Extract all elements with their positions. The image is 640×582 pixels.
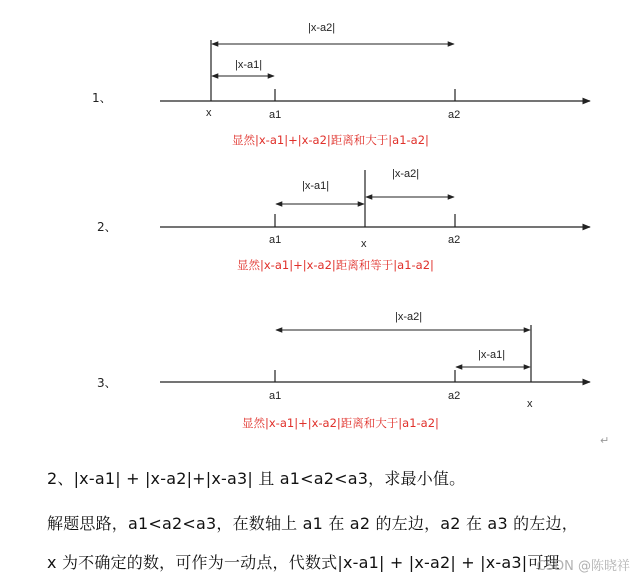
x-label-2: x (361, 238, 367, 250)
a1-label-1: a1 (269, 109, 282, 121)
problem-statement: 2、|x-a1| + |x-a2|+|x-a3| 且 a1<a2<a3，求最小值。 (47, 469, 466, 488)
caption-2: 显然|x-a1|+|x-a2|距离和等于|a1-a2| (237, 258, 434, 272)
distance-label-x-a2-2: |x-a2| (392, 168, 420, 180)
solution-line-1: 解题思路，a1<a2<a3，在数轴上 a1 在 a2 的左边，a2 在 a3 的左边， (47, 514, 578, 533)
x-label-3: x (527, 398, 533, 410)
a2-label-3: a2 (448, 390, 461, 402)
a2-label-2: a2 (448, 234, 461, 246)
watermark: CSDN @陈晓祥 (536, 559, 630, 574)
diagram-2-index: 2、 (97, 220, 117, 234)
paragraph-mark: ↵ (600, 434, 610, 447)
diagram-3-index: 3、 (97, 376, 117, 390)
a1-label-2: a1 (269, 234, 282, 246)
distance-label-inner-3: |x-a1| (478, 349, 506, 361)
a2-label-1: a2 (448, 109, 461, 121)
distance-label-x-a1-2: |x-a1| (302, 180, 330, 192)
caption-1: 显然|x-a1|+|x-a2|距离和大于|a1-a2| (232, 133, 429, 147)
x-label-1: x (206, 107, 212, 119)
diagram-2 (97, 168, 590, 272)
diagram-1-index: 1、 (92, 91, 112, 105)
caption-3: 显然|x-a1|+|x-a2|距离和大于|a1-a2| (242, 416, 439, 430)
distance-label-x-a1-1: |x-a1| (235, 59, 263, 71)
diagram-1 (92, 22, 590, 147)
solution-line-2: x 为不确定的数，可作为一动点，代数式|x-a1| + |x-a2| + |x-a3|可理 (47, 553, 560, 572)
diagram-3 (97, 311, 609, 447)
a1-label-3: a1 (269, 390, 282, 402)
distance-label-x-a2-1: |x-a2| (308, 22, 336, 34)
distance-label-top-3: |x-a2| (395, 311, 423, 323)
